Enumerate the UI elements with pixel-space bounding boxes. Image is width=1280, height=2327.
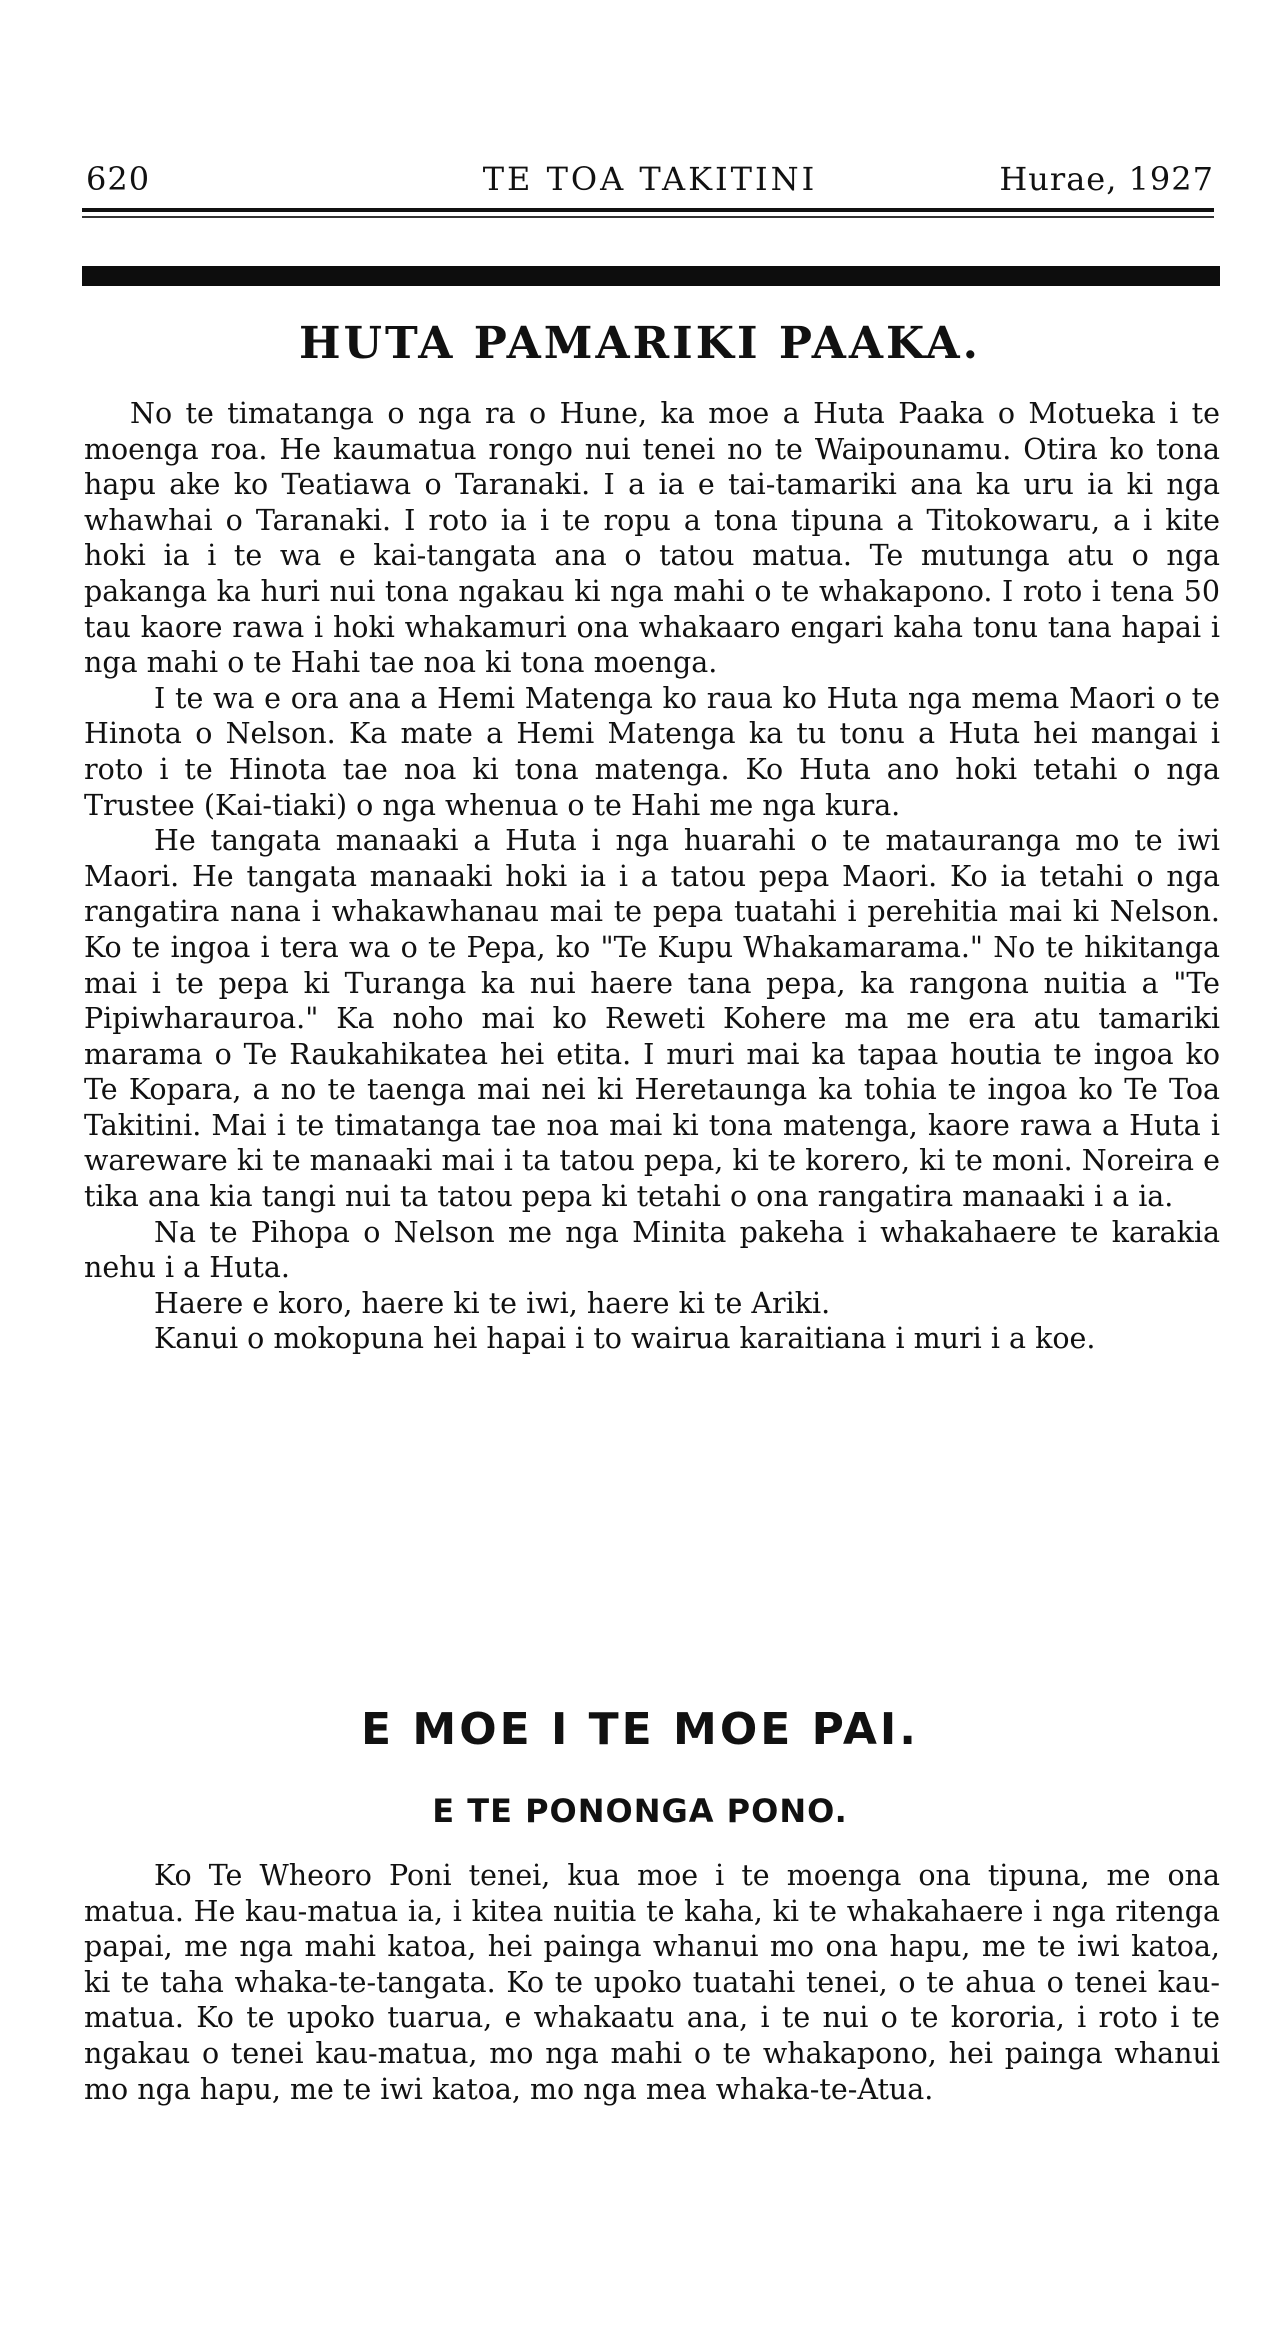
header-rule-thin bbox=[82, 216, 1214, 218]
article-title: HUTA PAMARIKI PAAKA. bbox=[299, 318, 981, 369]
paragraph: Haere e koro, haere ki te iwi, haere ki te Ariki. bbox=[154, 1286, 831, 1320]
paragraph: I te wa e ora ana a Hemi Matenga ko raua ko Huta nga mema Maori o te Hinota o Nelson. Ka mate a Hemi Matenga ka tu tonu a Huta hei mangai i roto i te Hinota tae noa ki tona matenga. Ko Huta ano hoki tetahi o nga Trustee (Kai-tiaki) o nga whenua o te Hahi me nga kura. bbox=[84, 681, 1220, 822]
section-divider-bar bbox=[82, 266, 1220, 286]
article-body-2 bbox=[84, 1858, 1220, 2107]
paragraph: Na te Pihopa o Nelson me nga Minita pakeha i whakahaere te karakia nehu i a Huta. bbox=[84, 1215, 1220, 1285]
issue-date: Hurae, 1927 bbox=[999, 160, 1214, 198]
article-body bbox=[84, 396, 1220, 1357]
article-subtitle: E TE PONONGA PONO. bbox=[432, 1792, 848, 1830]
header-rule bbox=[82, 208, 1214, 212]
running-header bbox=[86, 160, 1214, 200]
paragraph: No te timatanga o nga ra o Hune, ka moe a Huta Paaka o Motueka i te moenga roa. He kaumatua rongo nui tenei no te Waipounamu. Otira ko tona hapu ake ko Teatiawa o Taranaki. I a ia e tai-tamariki ana ka uru ia ki nga whawhai o Taranaki. I roto ia i te ropu a tona tipuna a Titokowaru, a i kite hoki ia i te wa e kai-tangata ana o tatou matua. Te mutunga atu o nga pakanga ka huri nui tona ngakau ki nga mahi o te whakapono. I roto i tena 50 tau kaore rawa i hoki whakamuri ona whakaaro engari kaha tonu tana hapai i nga mahi o te Hahi tae noa ki tona moenga. bbox=[84, 397, 1220, 680]
page-number: 620 bbox=[86, 160, 151, 198]
article-title-2: E MOE I TE MOE PAI. bbox=[361, 1704, 919, 1755]
paragraph: Ko Te Wheoro Poni tenei, kua moe i te moenga ona tipuna, me ona matua. He kau-matua ia, i kitea nuitia te kaha, ki te whakahaere i nga ritenga papai, me nga mahi katoa, hei painga whanui mo ona hapu, me te iwi katoa, ki te taha whaka-te-tangata. Ko te upoko tuatahi tenei, o te ahua o tenei kau-matua. Ko te upoko tuarua, e whakaatu ana, i te nui o te kororia, i roto i te ngakau o tenei kau-matua, mo nga mahi o te whakapono, hei painga whanui mo nga hapu, me te iwi katoa, mo nga mea whaka-te-Atua. bbox=[84, 1859, 1220, 2106]
publication-title: TE TOA TAKITINI bbox=[482, 160, 818, 198]
paragraph: He tangata manaaki a Huta i nga huarahi o te matauranga mo te iwi Maori. He tangata manaaki hoki ia i a tatou pepa Maori. Ko ia tetahi o nga rangatira nana i whakawhanau mai te pepa tuatahi i perehitia mai ki Nelson. Ko te ingoa i tera wa o te Pepa, ko "Te Kupu Whakamarama." No te hikitanga mai i te pepa ki Turanga ka nui haere tana pepa, ka rangona nuitia a "Te Pipiwharauroa." Ka noho mai ko Reweti Kohere ma me era atu tamariki marama o Te Raukahikatea hei etita. I muri mai ka tapaa houtia te ingoa ko Te Kopara, a no te taenga mai nei ki Heretaunga ka tohia te ingoa ko Te Toa Takitini. Mai i te timatanga tae noa mai ki tona matenga, kaore rawa a Huta i wareware ki te manaaki mai i ta tatou pepa, ki te korero, ki te moni. Noreira e tika ana kia tangi nui ta tatou pepa ki tetahi o ona rangatira manaaki i a ia. bbox=[84, 824, 1220, 1214]
paragraph: Kanui o mokopuna hei hapai i to wairua karaitiana i muri i a koe. bbox=[154, 1322, 1096, 1356]
